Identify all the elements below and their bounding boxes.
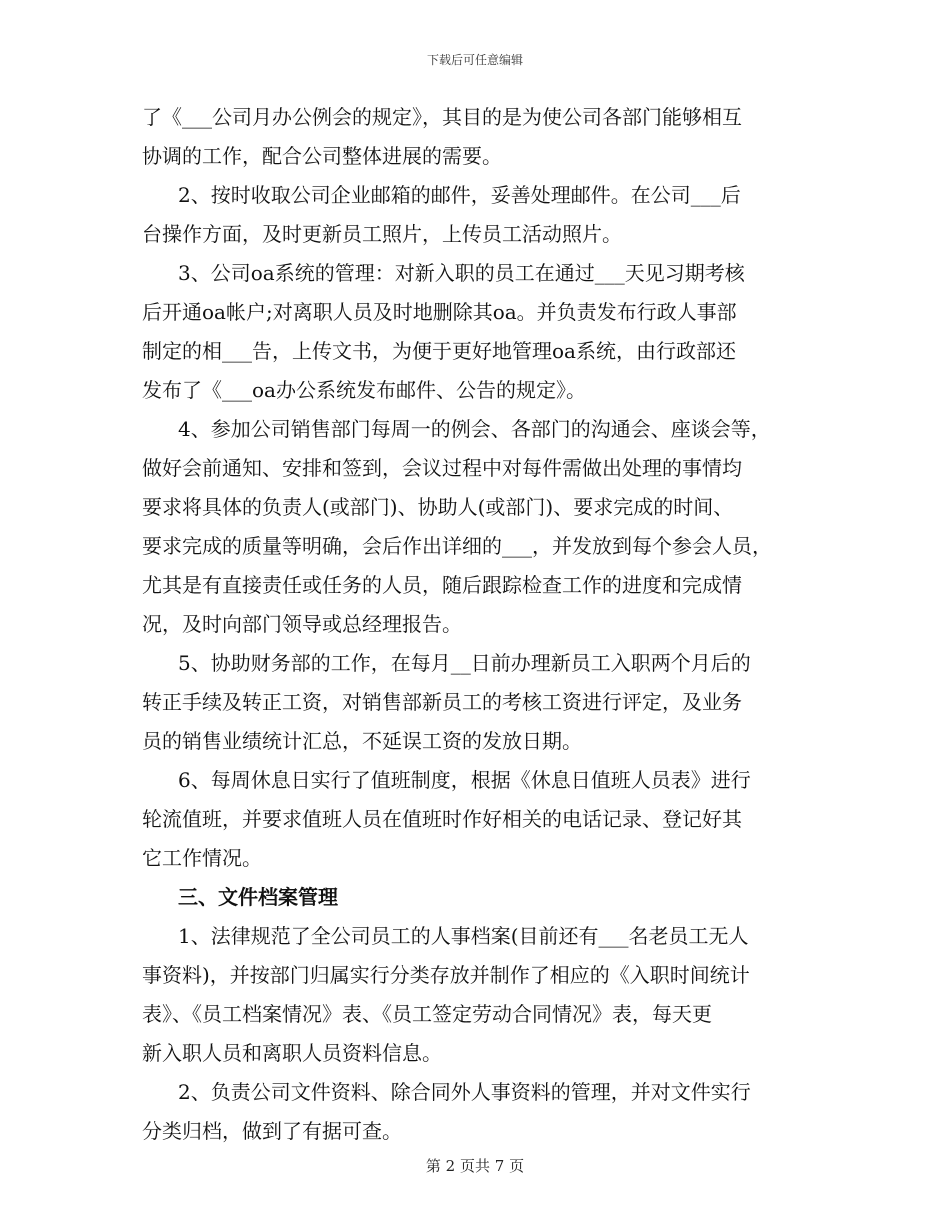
text-line: 3、公司oa系统的管理：对新入职的员工在通过___天见习期考核 — [178, 261, 745, 285]
section-heading: 三、文件档案管理 — [178, 885, 338, 909]
text-line: 4、参加公司销售部门每周一的例会、各部门的沟通会、座谈会等， — [178, 417, 771, 441]
document-body — [142, 98, 814, 1151]
text-line: 协调的工作，配合公司整体进展的需要。 — [142, 144, 502, 168]
text-line: 表》、《员工档案情况》表、《员工签定劳动合同情况》表，每天更 — [142, 1002, 712, 1026]
text-line: 2、负责公司文件资料、除合同外人事资料的管理，并对文件实行 — [178, 1080, 751, 1104]
text-line: 1、法律规范了全公司员工的人事档案(目前还有___名老员工无人 — [178, 924, 749, 948]
text-line: 了《___公司月办公例会的规定》，其目的是为使公司各部门能够相互 — [142, 105, 742, 129]
text-line: 轮流值班，并要求值班人员在值班时作好相关的电话记录、登记好其 — [142, 807, 742, 831]
text-line: 5、协助财务部的工作，在每月__日前办理新员工入职两个月后的 — [178, 651, 751, 675]
text-line: 发布了《___oa办公系统发布邮件、公告的规定》。 — [142, 378, 586, 402]
text-line: 分类归档，做到了有据可查。 — [142, 1119, 402, 1143]
text-line: 要求完成的质量等明确，会后作出详细的___，并发放到每个参会人员， — [142, 534, 772, 558]
text-line: 事资料)，并按部门归属实行分类存放并制作了相应的《入职时间统计 — [142, 963, 750, 987]
text-line: 6、每周休息日实行了值班制度，根据《休息日值班人员表》进行 — [178, 768, 751, 792]
text-line: 它工作情况。 — [142, 846, 262, 870]
text-line: 2、按时收取公司企业邮箱的邮件，妥善处理邮件。在公司___后 — [178, 183, 741, 207]
text-line: 转正手续及转正工资，对销售部新员工的考核工资进行评定，及业务 — [142, 690, 742, 714]
page-header: 下载后可任意编辑 — [426, 53, 523, 67]
text-line: 要求将具体的负责人(或部门)、协助人(或部门)、要求完成的时间、 — [142, 495, 734, 519]
text-line: 员的销售业绩统计汇总，不延误工资的发放日期。 — [142, 729, 582, 753]
text-line: 制定的相___告，上传文书，为便于更好地管理oa系统，由行政部还 — [142, 339, 736, 363]
page-footer: 第 2 页共 7 页 — [425, 1157, 525, 1175]
text-line: 后开通oa帐户;对离职人员及时地删除其oa。并负责发布行政人事部 — [142, 300, 737, 324]
text-line: 尤其是有直接责任或任务的人员，随后跟踪检查工作的进度和完成情 — [142, 573, 742, 597]
text-line: 做好会前通知、安排和签到，会议过程中对每件需做出处理的事情均 — [142, 456, 742, 480]
text-line: 况，及时向部门领导或总经理报告。 — [142, 612, 462, 636]
text-line: 新入职人员和离职人员资料信息。 — [142, 1041, 442, 1065]
text-line: 台操作方面，及时更新员工照片，上传员工活动照片。 — [142, 222, 622, 246]
